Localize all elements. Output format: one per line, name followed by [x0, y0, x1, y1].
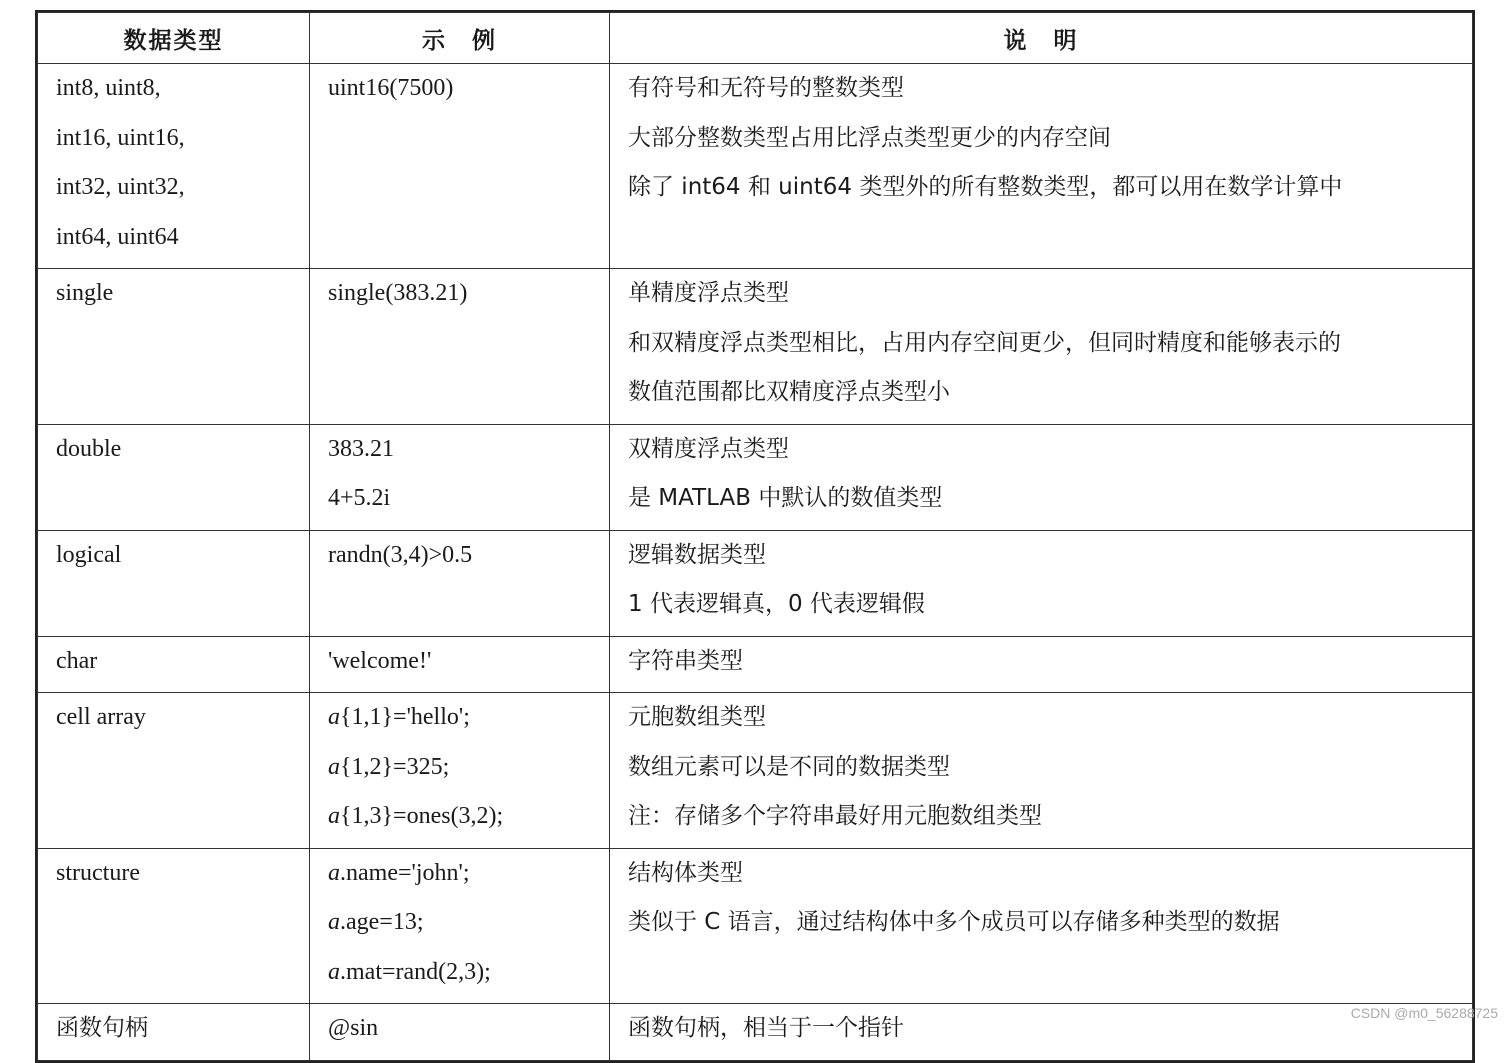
- variable-name: a: [328, 859, 340, 886]
- type-cell: [38, 848, 310, 1004]
- example-cell: [310, 1004, 610, 1061]
- description-line: 数组元素可以是不同的数据类型: [628, 753, 950, 780]
- description-line: 大部分整数类型占用比浮点类型更少的内存空间: [628, 124, 1111, 151]
- type-line: logical: [56, 541, 122, 568]
- type-line: cell array: [56, 704, 146, 730]
- description-cell: [610, 64, 1473, 269]
- type-line: char: [56, 647, 98, 674]
- type-cell: [38, 1004, 310, 1061]
- description-line: 双精度浮点类型: [628, 435, 789, 462]
- type-cell: [38, 530, 310, 636]
- type-cell: [38, 269, 310, 425]
- description-line: 字符串类型: [628, 647, 743, 674]
- type-line: double: [56, 435, 122, 462]
- variable-name: a: [328, 753, 340, 780]
- example-cell: [310, 693, 610, 849]
- example-cell: [310, 269, 610, 425]
- table-row: [38, 64, 1473, 269]
- example-line: [328, 954, 591, 1004]
- header-data-type: 数据类型: [38, 13, 310, 64]
- type-cell: [38, 693, 310, 849]
- description-cell: [610, 1004, 1473, 1061]
- variable-name: a: [328, 803, 340, 829]
- description-line: 1 代表逻辑真，0 代表逻辑假: [628, 591, 925, 617]
- type-line: int64, uint64: [56, 223, 179, 250]
- example-cell: [310, 424, 610, 530]
- example-text: {1,1}='hello';: [340, 704, 470, 730]
- type-line: single: [56, 280, 114, 306]
- header-example: 示 例: [310, 13, 610, 64]
- watermark: CSDN @m0_56288725: [1350, 1005, 1498, 1021]
- description-line: 结构体类型: [628, 859, 743, 886]
- example-line: 383.21: [328, 435, 394, 462]
- type-line: 函数句柄: [56, 1015, 148, 1041]
- table-row: [38, 848, 1473, 1004]
- example-text: {1,2}=325;: [340, 753, 450, 780]
- example-text: {1,3}=ones(3,2);: [340, 803, 504, 829]
- type-cell: [38, 424, 310, 530]
- data-types-table: [37, 12, 1473, 1061]
- description-line: 数值范围都比双精度浮点类型小: [628, 379, 950, 405]
- example-line: uint16(7500): [328, 75, 454, 101]
- description-cell: [610, 848, 1473, 1004]
- table-row: [38, 636, 1473, 693]
- description-line: 除了 int64 和 uint64 类型外的所有整数类型，都可以用在数学计算中: [628, 174, 1343, 200]
- description-line: 类似于 C 语言，通过结构体中多个成员可以存储多种类型的数据: [628, 909, 1280, 935]
- description-cell: [610, 636, 1473, 693]
- example-text: .age=13;: [340, 909, 424, 935]
- table-row: [38, 269, 1473, 425]
- example-text: .name='john';: [340, 859, 470, 886]
- data-types-table-frame: [35, 10, 1475, 1063]
- type-line: structure: [56, 859, 140, 886]
- example-cell: [310, 636, 610, 693]
- example-cell: [310, 64, 610, 269]
- description-cell: [610, 530, 1473, 636]
- variable-name: a: [328, 909, 340, 935]
- example-line: [328, 699, 591, 749]
- description-line: 注：存储多个字符串最好用元胞数组类型: [628, 803, 1042, 829]
- description-line: 元胞数组类型: [628, 704, 766, 730]
- variable-name: a: [328, 704, 340, 730]
- type-line: int8, uint8,: [56, 75, 161, 101]
- example-line: [328, 749, 591, 799]
- table-row: [38, 693, 1473, 849]
- description-line: 函数句柄，相当于一个指针: [628, 1015, 904, 1041]
- example-line: [328, 904, 591, 954]
- description-line: 逻辑数据类型: [628, 541, 766, 568]
- example-text: .mat=rand(2,3);: [340, 958, 491, 985]
- example-line: 4+5.2i: [328, 485, 391, 511]
- description-cell: [610, 693, 1473, 849]
- variable-name: a: [328, 958, 340, 985]
- header-description: 说 明: [610, 13, 1473, 64]
- table-row: [38, 530, 1473, 636]
- example-line: 'welcome!': [328, 647, 432, 674]
- example-line: single(383.21): [328, 280, 468, 306]
- table-header-row: [38, 13, 1473, 64]
- description-cell: [610, 269, 1473, 425]
- example-cell: [310, 848, 610, 1004]
- example-cell: [310, 530, 610, 636]
- table-row: [38, 1004, 1473, 1061]
- example-line: randn(3,4)>0.5: [328, 541, 473, 568]
- type-cell: [38, 64, 310, 269]
- example-line: @sin: [328, 1015, 379, 1041]
- type-line: int32, uint32,: [56, 174, 185, 200]
- type-cell: [38, 636, 310, 693]
- description-line: 是 MATLAB 中默认的数值类型: [628, 485, 943, 511]
- example-line: [328, 798, 591, 848]
- description-cell: [610, 424, 1473, 530]
- description-line: 和双精度浮点类型相比，占用内存空间更少，但同时精度和能够表示的: [628, 329, 1341, 356]
- description-line: 单精度浮点类型: [628, 280, 789, 306]
- example-line: [328, 855, 591, 905]
- table-row: [38, 424, 1473, 530]
- description-line: 有符号和无符号的整数类型: [628, 75, 904, 101]
- type-line: int16, uint16,: [56, 124, 185, 151]
